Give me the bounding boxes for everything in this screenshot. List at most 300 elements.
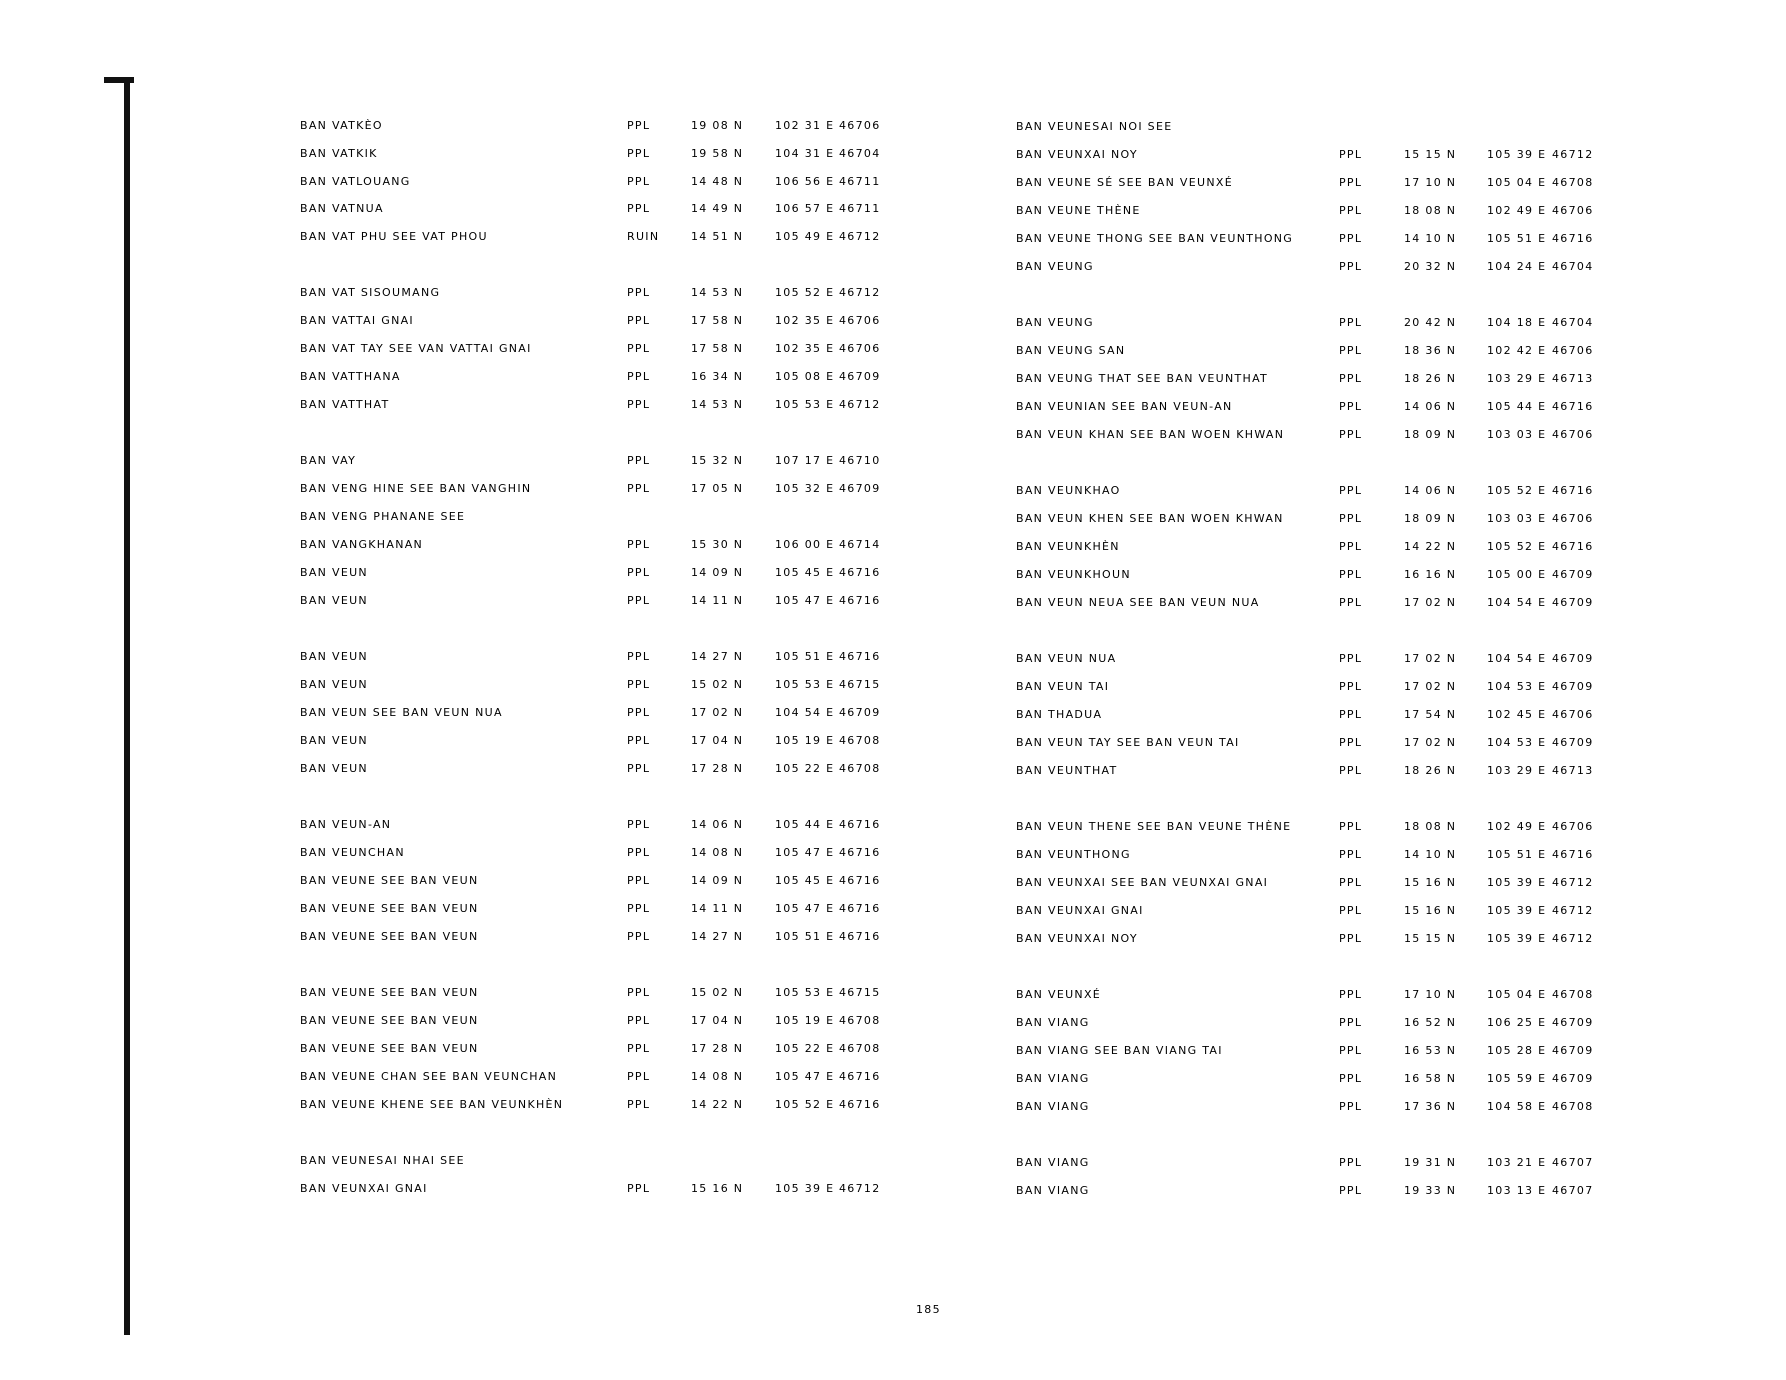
latitude: 14 08 N xyxy=(691,846,744,859)
feature-class: PPL xyxy=(627,202,651,215)
feature-class: PPL xyxy=(1339,764,1363,777)
place-name: BAN VEUNE SEE BAN VEUN xyxy=(300,874,479,887)
place-name: BAN VEUNE SEE BAN VEUN xyxy=(300,986,479,999)
latitude: 17 02 N xyxy=(1404,736,1457,749)
feature-class: PPL xyxy=(627,398,651,411)
map-code: 46704 xyxy=(1552,260,1594,273)
longitude: 105 45 E xyxy=(775,566,835,579)
feature-class: PPL xyxy=(1339,1100,1363,1113)
longitude: 105 52 E xyxy=(1487,484,1547,497)
map-code: 46704 xyxy=(1552,316,1594,329)
longitude: 105 00 E xyxy=(1487,568,1547,581)
map-code: 46706 xyxy=(839,314,881,327)
feature-class: PPL xyxy=(1339,568,1363,581)
longitude: 105 51 E xyxy=(1487,848,1547,861)
longitude: 105 22 E xyxy=(775,1042,835,1055)
feature-class: PPL xyxy=(1339,596,1363,609)
place-name: BAN VEUN-AN xyxy=(300,818,392,831)
longitude: 105 51 E xyxy=(1487,232,1547,245)
latitude: 16 58 N xyxy=(1404,1072,1457,1085)
longitude: 105 19 E xyxy=(775,1014,835,1027)
map-code: 46712 xyxy=(839,230,881,243)
map-code: 46709 xyxy=(839,482,881,495)
map-code: 46712 xyxy=(1552,904,1594,917)
latitude: 16 16 N xyxy=(1404,568,1457,581)
map-code: 46712 xyxy=(839,1182,881,1195)
feature-class: PPL xyxy=(627,286,651,299)
feature-class: PPL xyxy=(1339,260,1363,273)
latitude: 19 58 N xyxy=(691,147,744,160)
map-code: 46716 xyxy=(839,846,881,859)
longitude: 105 49 E xyxy=(775,230,835,243)
longitude: 105 53 E xyxy=(775,678,835,691)
latitude: 14 22 N xyxy=(1404,540,1457,553)
latitude: 14 08 N xyxy=(691,1070,744,1083)
place-name: BAN VIANG xyxy=(1016,1072,1090,1085)
place-name: BAN VAT SISOUMANG xyxy=(300,286,441,299)
longitude: 105 39 E xyxy=(775,1182,835,1195)
longitude: 105 52 E xyxy=(775,1098,835,1111)
longitude: 105 08 E xyxy=(775,370,835,383)
latitude: 17 58 N xyxy=(691,314,744,327)
map-code: 46711 xyxy=(839,175,881,188)
place-name: BAN VATTHAT xyxy=(300,398,390,411)
place-name: BAN VIANG SEE BAN VIANG TAI xyxy=(1016,1044,1223,1057)
feature-class: PPL xyxy=(1339,540,1363,553)
feature-class: PPL xyxy=(627,175,651,188)
longitude: 105 28 E xyxy=(1487,1044,1547,1057)
place-name: BAN VEUNE SÉ SEE BAN VEUNXÉ xyxy=(1016,176,1233,189)
latitude: 19 08 N xyxy=(691,119,744,132)
latitude: 14 53 N xyxy=(691,286,744,299)
map-code: 46716 xyxy=(839,818,881,831)
place-name: BAN VEUNE SEE BAN VEUN xyxy=(300,930,479,943)
latitude: 14 09 N xyxy=(691,874,744,887)
latitude: 17 54 N xyxy=(1404,708,1457,721)
longitude: 105 45 E xyxy=(775,874,835,887)
place-name: BAN VEUNG THAT SEE BAN VEUNTHAT xyxy=(1016,372,1269,385)
longitude: 105 22 E xyxy=(775,762,835,775)
longitude: 102 35 E xyxy=(775,342,835,355)
latitude: 14 49 N xyxy=(691,202,744,215)
longitude: 104 53 E xyxy=(1487,680,1547,693)
feature-class: PPL xyxy=(1339,232,1363,245)
latitude: 14 06 N xyxy=(1404,484,1457,497)
map-code: 46709 xyxy=(839,370,881,383)
place-name: BAN VEUN NEUA SEE BAN VEUN NUA xyxy=(1016,596,1260,609)
latitude: 17 04 N xyxy=(691,734,744,747)
feature-class: PPL xyxy=(627,566,651,579)
longitude: 103 29 E xyxy=(1487,372,1547,385)
feature-class: PPL xyxy=(1339,988,1363,1001)
latitude: 17 02 N xyxy=(1404,680,1457,693)
map-code: 46716 xyxy=(1552,848,1594,861)
place-name: BAN VEUNCHAN xyxy=(300,846,405,859)
map-code: 46706 xyxy=(1552,820,1594,833)
place-name: BAN VEUN SEE BAN VEUN NUA xyxy=(300,706,503,719)
place-name: BAN VIANG xyxy=(1016,1016,1090,1029)
place-name: BAN VATLOUANG xyxy=(300,175,411,188)
feature-class: PPL xyxy=(627,147,651,160)
map-code: 46706 xyxy=(1552,204,1594,217)
latitude: 15 02 N xyxy=(691,986,744,999)
feature-class: PPL xyxy=(1339,1016,1363,1029)
map-code: 46707 xyxy=(1552,1184,1594,1197)
longitude: 105 39 E xyxy=(1487,904,1547,917)
latitude: 14 11 N xyxy=(691,902,744,915)
longitude: 102 49 E xyxy=(1487,820,1547,833)
map-code: 46712 xyxy=(839,398,881,411)
map-code: 46716 xyxy=(839,874,881,887)
feature-class: PPL xyxy=(627,734,651,747)
longitude: 102 31 E xyxy=(775,119,835,132)
longitude: 103 21 E xyxy=(1487,1156,1547,1169)
latitude: 17 58 N xyxy=(691,342,744,355)
longitude: 104 58 E xyxy=(1487,1100,1547,1113)
feature-class: PPL xyxy=(1339,428,1363,441)
feature-class: PPL xyxy=(627,678,651,691)
feature-class: PPL xyxy=(1339,400,1363,413)
latitude: 15 32 N xyxy=(691,454,744,467)
latitude: 14 11 N xyxy=(691,594,744,607)
longitude: 107 17 E xyxy=(775,454,835,467)
feature-class: PPL xyxy=(1339,344,1363,357)
map-code: 46712 xyxy=(1552,876,1594,889)
longitude: 102 35 E xyxy=(775,314,835,327)
longitude: 104 54 E xyxy=(1487,652,1547,665)
place-name: BAN VEUNE CHAN SEE BAN VEUNCHAN xyxy=(300,1070,558,1083)
feature-class: RUIN xyxy=(627,230,660,243)
longitude: 105 53 E xyxy=(775,398,835,411)
feature-class: PPL xyxy=(1339,512,1363,525)
map-code: 46716 xyxy=(839,902,881,915)
place-name: BAN VATKÈO xyxy=(300,119,383,132)
place-name: BAN VEUNESAI NHAI SEE xyxy=(300,1154,465,1167)
latitude: 15 15 N xyxy=(1404,932,1457,945)
place-name: BAN VENG PHANANE SEE xyxy=(300,510,466,523)
place-name: BAN VEUNXAI NOY xyxy=(1016,932,1138,945)
longitude: 105 52 E xyxy=(1487,540,1547,553)
longitude: 103 13 E xyxy=(1487,1184,1547,1197)
longitude: 105 47 E xyxy=(775,594,835,607)
latitude: 16 53 N xyxy=(1404,1044,1457,1057)
feature-class: PPL xyxy=(1339,708,1363,721)
latitude: 15 16 N xyxy=(1404,876,1457,889)
place-name: BAN VEUNESAI NOI SEE xyxy=(1016,120,1173,133)
longitude: 106 00 E xyxy=(775,538,835,551)
place-name: BAN VEUNKHOUN xyxy=(1016,568,1131,581)
place-name: BAN THADUA xyxy=(1016,708,1103,721)
place-name: BAN VATNUA xyxy=(300,202,384,215)
map-code: 46708 xyxy=(839,734,881,747)
latitude: 17 05 N xyxy=(691,482,744,495)
latitude: 17 02 N xyxy=(1404,652,1457,665)
latitude: 15 02 N xyxy=(691,678,744,691)
latitude: 14 10 N xyxy=(1404,848,1457,861)
map-code: 46708 xyxy=(1552,1100,1594,1113)
feature-class: PPL xyxy=(627,846,651,859)
feature-class: PPL xyxy=(627,482,651,495)
longitude: 105 44 E xyxy=(775,818,835,831)
place-name: BAN VEUNTHONG xyxy=(1016,848,1131,861)
place-name: BAN VAT TAY SEE VAN VATTAI GNAI xyxy=(300,342,532,355)
map-code: 46710 xyxy=(839,454,881,467)
feature-class: PPL xyxy=(1339,736,1363,749)
place-name: BAN VEUN xyxy=(300,566,368,579)
place-name: BAN VANGKHANAN xyxy=(300,538,424,551)
map-code: 46716 xyxy=(839,566,881,579)
map-code: 46712 xyxy=(1552,932,1594,945)
feature-class: PPL xyxy=(627,1042,651,1055)
feature-class: PPL xyxy=(1339,652,1363,665)
map-code: 46709 xyxy=(1552,1016,1594,1029)
place-name: BAN VEUNXAI NOY xyxy=(1016,148,1138,161)
feature-class: PPL xyxy=(627,1182,651,1195)
map-code: 46716 xyxy=(1552,484,1594,497)
latitude: 14 06 N xyxy=(1404,400,1457,413)
map-code: 46708 xyxy=(839,1042,881,1055)
feature-class: PPL xyxy=(627,314,651,327)
feature-class: PPL xyxy=(627,119,651,132)
longitude: 106 56 E xyxy=(775,175,835,188)
latitude: 15 16 N xyxy=(691,1182,744,1195)
place-name: BAN VEUN xyxy=(300,678,368,691)
place-name: BAN VENG HINE SEE BAN VANGHIN xyxy=(300,482,532,495)
latitude: 17 02 N xyxy=(1404,596,1457,609)
place-name: BAN VEUNXAI SEE BAN VEUNXAI GNAI xyxy=(1016,876,1269,889)
map-code: 46716 xyxy=(839,1070,881,1083)
page-number: 185 xyxy=(916,1303,941,1316)
latitude: 17 10 N xyxy=(1404,988,1457,1001)
feature-class: PPL xyxy=(1339,680,1363,693)
longitude: 103 03 E xyxy=(1487,428,1547,441)
feature-class: PPL xyxy=(627,594,651,607)
latitude: 18 08 N xyxy=(1404,820,1457,833)
feature-class: PPL xyxy=(627,1070,651,1083)
map-code: 46706 xyxy=(1552,512,1594,525)
latitude: 15 16 N xyxy=(1404,904,1457,917)
latitude: 14 06 N xyxy=(691,818,744,831)
place-name: BAN VEUNG xyxy=(1016,316,1094,329)
map-code: 46706 xyxy=(839,119,881,132)
place-name: BAN VEUNTHAT xyxy=(1016,764,1118,777)
map-code: 46706 xyxy=(1552,708,1594,721)
longitude: 105 51 E xyxy=(775,930,835,943)
map-code: 46709 xyxy=(839,706,881,719)
feature-class: PPL xyxy=(1339,848,1363,861)
latitude: 16 34 N xyxy=(691,370,744,383)
map-code: 46716 xyxy=(839,1098,881,1111)
feature-class: PPL xyxy=(1339,1156,1363,1169)
latitude: 19 31 N xyxy=(1404,1156,1457,1169)
latitude: 17 10 N xyxy=(1404,176,1457,189)
latitude: 19 33 N xyxy=(1404,1184,1457,1197)
feature-class: PPL xyxy=(1339,1184,1363,1197)
latitude: 14 51 N xyxy=(691,230,744,243)
place-name: BAN VEUNKHAO xyxy=(1016,484,1121,497)
longitude: 106 57 E xyxy=(775,202,835,215)
map-code: 46709 xyxy=(1552,652,1594,665)
latitude: 17 28 N xyxy=(691,1042,744,1055)
latitude: 20 42 N xyxy=(1404,316,1457,329)
place-name: BAN VIANG xyxy=(1016,1100,1090,1113)
feature-class: PPL xyxy=(1339,372,1363,385)
place-name: BAN VEUN xyxy=(300,650,368,663)
latitude: 20 32 N xyxy=(1404,260,1457,273)
longitude: 105 19 E xyxy=(775,734,835,747)
longitude: 102 49 E xyxy=(1487,204,1547,217)
feature-class: PPL xyxy=(1339,932,1363,945)
place-name: BAN VEUNG SAN xyxy=(1016,344,1126,357)
feature-class: PPL xyxy=(627,1014,651,1027)
place-name: BAN VEUNE THÈNE xyxy=(1016,204,1141,217)
longitude: 105 59 E xyxy=(1487,1072,1547,1085)
latitude: 14 48 N xyxy=(691,175,744,188)
map-code: 46708 xyxy=(839,1014,881,1027)
longitude: 105 51 E xyxy=(775,650,835,663)
longitude: 105 47 E xyxy=(775,1070,835,1083)
place-name: BAN VEUN TAY SEE BAN VEUN TAI xyxy=(1016,736,1240,749)
feature-class: PPL xyxy=(1339,316,1363,329)
longitude: 105 47 E xyxy=(775,846,835,859)
feature-class: PPL xyxy=(627,902,651,915)
map-code: 46712 xyxy=(1552,148,1594,161)
latitude: 14 27 N xyxy=(691,650,744,663)
map-code: 46715 xyxy=(839,986,881,999)
longitude: 104 54 E xyxy=(775,706,835,719)
map-code: 46716 xyxy=(839,594,881,607)
place-name: BAN VATTHANA xyxy=(300,370,401,383)
latitude: 18 26 N xyxy=(1404,372,1457,385)
binding-edge-line xyxy=(124,77,130,1335)
feature-class: PPL xyxy=(627,706,651,719)
longitude: 105 04 E xyxy=(1487,988,1547,1001)
map-code: 46709 xyxy=(1552,1044,1594,1057)
map-code: 46709 xyxy=(1552,680,1594,693)
binding-edge-top xyxy=(104,77,134,83)
place-name: BAN VAY xyxy=(300,454,357,467)
place-name: BAN VIANG xyxy=(1016,1184,1090,1197)
feature-class: PPL xyxy=(627,454,651,467)
latitude: 18 26 N xyxy=(1404,764,1457,777)
place-name: BAN VEUNXÉ xyxy=(1016,988,1102,1001)
longitude: 106 25 E xyxy=(1487,1016,1547,1029)
map-code: 46713 xyxy=(1552,764,1594,777)
latitude: 14 27 N xyxy=(691,930,744,943)
map-code: 46714 xyxy=(839,538,881,551)
latitude: 14 10 N xyxy=(1404,232,1457,245)
place-name: BAN VEUN xyxy=(300,762,368,775)
feature-class: PPL xyxy=(627,874,651,887)
map-code: 46711 xyxy=(839,202,881,215)
place-name: BAN VATKIK xyxy=(300,147,378,160)
map-code: 46706 xyxy=(839,342,881,355)
place-name: BAN VIANG xyxy=(1016,1156,1090,1169)
longitude: 102 42 E xyxy=(1487,344,1547,357)
map-code: 46709 xyxy=(1552,596,1594,609)
longitude: 105 04 E xyxy=(1487,176,1547,189)
map-code: 46708 xyxy=(1552,988,1594,1001)
place-name: BAN VEUNIAN SEE BAN VEUN-AN xyxy=(1016,400,1233,413)
map-code: 46716 xyxy=(839,930,881,943)
map-code: 46708 xyxy=(839,762,881,775)
place-name: BAN VEUN KHAN SEE BAN WOEN KHWAN xyxy=(1016,428,1285,441)
feature-class: PPL xyxy=(627,818,651,831)
map-code: 46707 xyxy=(1552,1156,1594,1169)
place-name: BAN VEUNE SEE BAN VEUN xyxy=(300,1042,479,1055)
longitude: 105 32 E xyxy=(775,482,835,495)
feature-class: PPL xyxy=(627,342,651,355)
latitude: 16 52 N xyxy=(1404,1016,1457,1029)
map-code: 46706 xyxy=(1552,344,1594,357)
place-name: BAN VEUN xyxy=(300,734,368,747)
map-code: 46708 xyxy=(1552,176,1594,189)
place-name: BAN VEUNXAI GNAI xyxy=(300,1182,428,1195)
place-name: BAN VEUNE KHENE SEE BAN VEUNKHÈN xyxy=(300,1098,564,1111)
latitude: 18 09 N xyxy=(1404,428,1457,441)
feature-class: PPL xyxy=(627,538,651,551)
feature-class: PPL xyxy=(1339,484,1363,497)
feature-class: PPL xyxy=(1339,820,1363,833)
longitude: 104 54 E xyxy=(1487,596,1547,609)
map-code: 46706 xyxy=(1552,428,1594,441)
map-code: 46709 xyxy=(1552,1072,1594,1085)
latitude: 17 02 N xyxy=(691,706,744,719)
feature-class: PPL xyxy=(1339,148,1363,161)
place-name: BAN VEUN NUA xyxy=(1016,652,1117,665)
longitude: 105 53 E xyxy=(775,986,835,999)
map-code: 46709 xyxy=(1552,736,1594,749)
place-name: BAN VEUN KHEN SEE BAN WOEN KHWAN xyxy=(1016,512,1284,525)
feature-class: PPL xyxy=(1339,204,1363,217)
latitude: 14 09 N xyxy=(691,566,744,579)
map-code: 46716 xyxy=(1552,232,1594,245)
feature-class: PPL xyxy=(1339,1072,1363,1085)
longitude: 105 44 E xyxy=(1487,400,1547,413)
longitude: 104 24 E xyxy=(1487,260,1547,273)
feature-class: PPL xyxy=(627,370,651,383)
latitude: 14 53 N xyxy=(691,398,744,411)
feature-class: PPL xyxy=(627,762,651,775)
latitude: 17 36 N xyxy=(1404,1100,1457,1113)
latitude: 18 09 N xyxy=(1404,512,1457,525)
latitude: 17 04 N xyxy=(691,1014,744,1027)
map-code: 46716 xyxy=(839,650,881,663)
longitude: 102 45 E xyxy=(1487,708,1547,721)
map-code: 46709 xyxy=(1552,568,1594,581)
feature-class: PPL xyxy=(1339,176,1363,189)
feature-class: PPL xyxy=(1339,904,1363,917)
map-code: 46712 xyxy=(839,286,881,299)
place-name: BAN VEUNG xyxy=(1016,260,1094,273)
place-name: BAN VEUN THENE SEE BAN VEUNE THÈNE xyxy=(1016,820,1292,833)
longitude: 105 39 E xyxy=(1487,148,1547,161)
map-code: 46713 xyxy=(1552,372,1594,385)
map-code: 46716 xyxy=(1552,540,1594,553)
longitude: 105 39 E xyxy=(1487,876,1547,889)
feature-class: PPL xyxy=(1339,876,1363,889)
map-code: 46704 xyxy=(839,147,881,160)
longitude: 105 52 E xyxy=(775,286,835,299)
place-name: BAN VATTAI GNAI xyxy=(300,314,414,327)
latitude: 18 36 N xyxy=(1404,344,1457,357)
longitude: 104 53 E xyxy=(1487,736,1547,749)
latitude: 18 08 N xyxy=(1404,204,1457,217)
feature-class: PPL xyxy=(627,1098,651,1111)
feature-class: PPL xyxy=(627,650,651,663)
place-name: BAN VEUN xyxy=(300,594,368,607)
longitude: 105 47 E xyxy=(775,902,835,915)
